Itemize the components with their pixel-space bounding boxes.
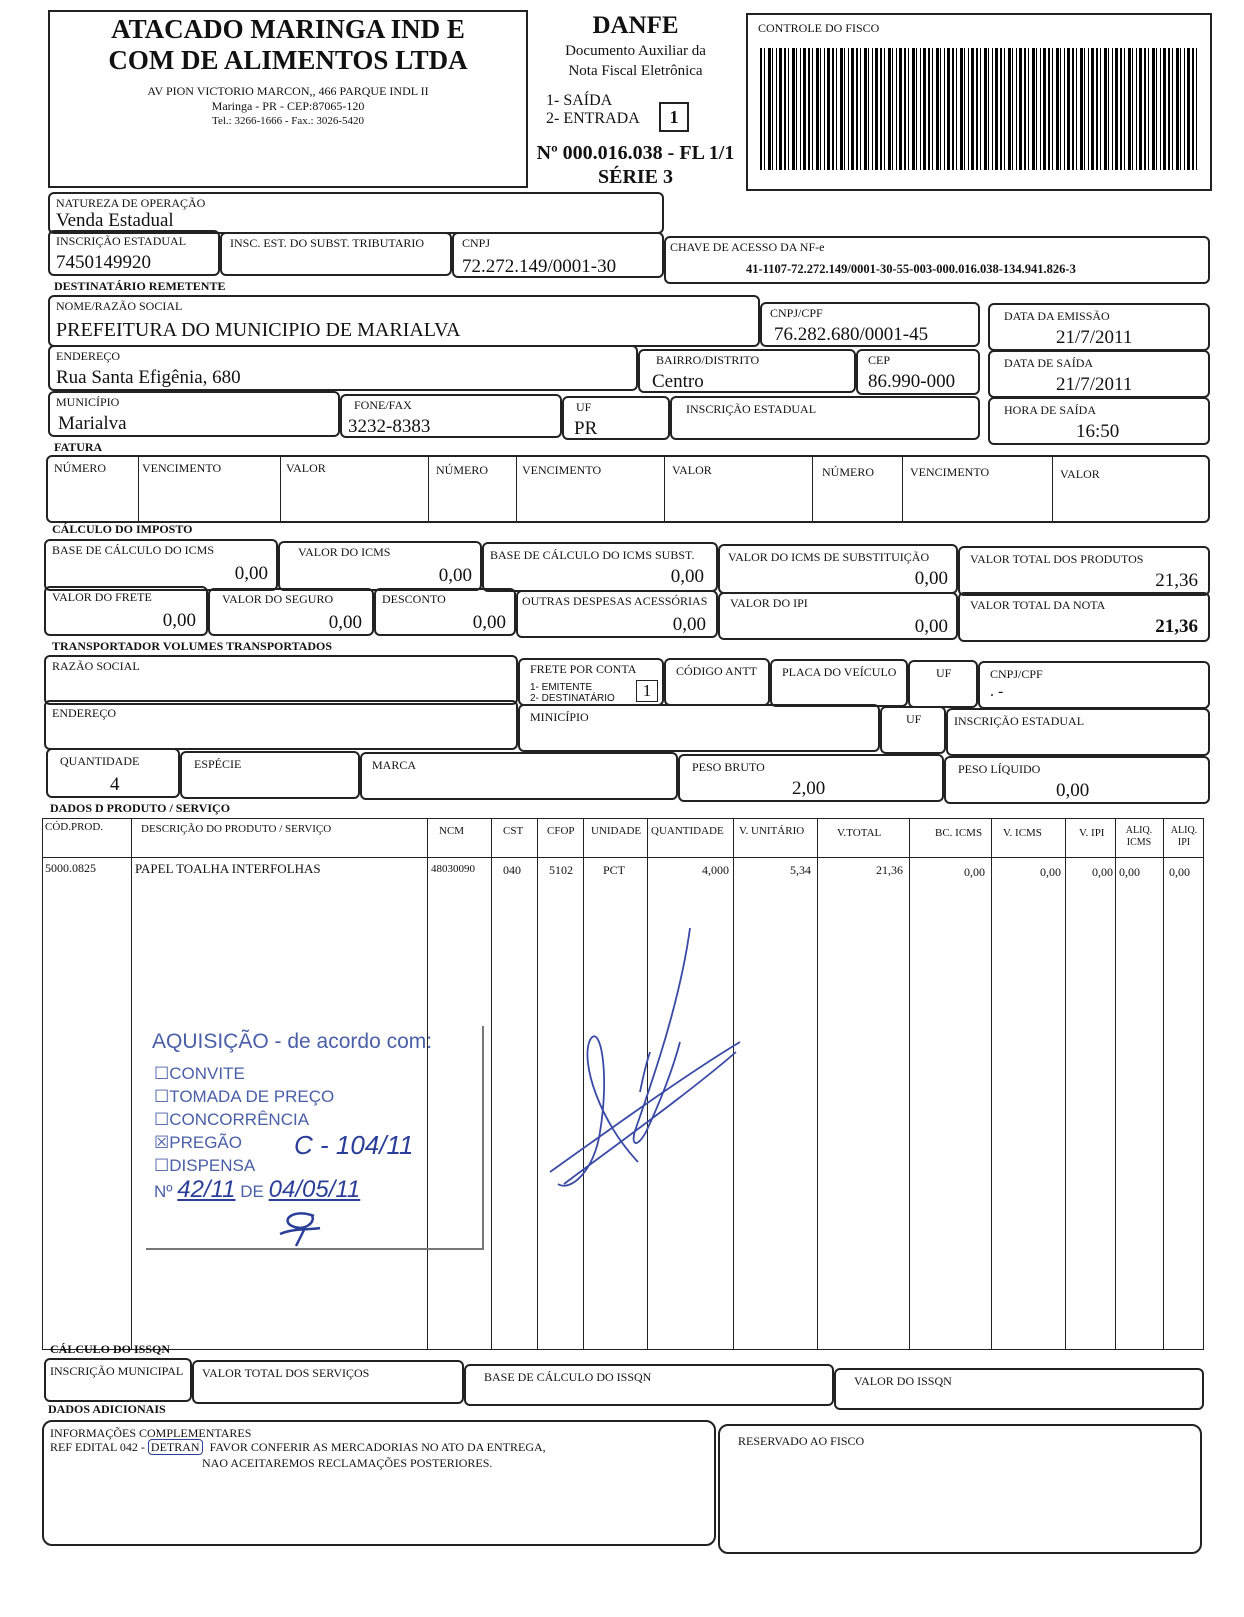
transp-liquido-box: PESO LÍQUIDO 0,00: [944, 756, 1210, 804]
produtos-table: CÓD.PROD. DESCRIÇÃO DO PRODUTO / SERVIÇO NCM CST CFOP UNIDADE QUANTIDADE V. UNITÁRIO V.TOTAL BC. ICMS V. ICMS V. IPI ALIQ. ICMS ALIQ. IPI 5000.0825 PAPEL TOALHA INTERFOLHAS 48030090 040 5102 PCT 4,000 5,34 21,36 0,00 0,00 0,00 0,00 0,00: [42, 818, 1204, 1350]
transp-qtd-box: QUANTIDADE 4: [46, 748, 180, 798]
checkbox-dispensa-icon: ☐: [154, 1156, 170, 1175]
dest-nome: PREFEITURA DO MUNICIPIO DE MARIALVA: [56, 319, 461, 341]
dest-cep-box: CEP 86.990-000: [856, 349, 980, 395]
transp-bruto: 2,00: [792, 778, 826, 799]
detran-circled: DETRAN: [148, 1439, 203, 1455]
info-complementares-box: INFORMAÇÕES COMPLEMENTARES REF EDITAL 042 - DETRAN FAVOR CONFERIR AS MERCADORIAS NO ATO DA ENTREGA, NAO ACEITAREMOS RECLAMAÇÕES POSTERIORES.: [42, 1420, 716, 1546]
dest-saida: 21/7/2011: [1056, 374, 1133, 395]
v-st: 0,00: [914, 568, 948, 589]
transp-marca-box: MARCA: [360, 752, 678, 800]
stamp-data: 04/05/11: [268, 1176, 361, 1203]
v-st-box: VALOR DO ICMS DE SUBSTITUIÇÃO 0,00: [718, 544, 958, 594]
transp-bruto-box: PESO BRUTO 2,00: [678, 754, 944, 802]
emitente-telefone: Tel.: 3266-1666 - Fax.: 3026-5420: [212, 115, 364, 127]
ie-box: INSCRIÇÃO ESTADUAL 7450149920: [48, 230, 220, 276]
transp-municipio-box: MINICÍPIO: [518, 704, 880, 752]
issqn-serv-box: VALOR TOTAL DOS SERVIÇOS: [192, 1360, 464, 1404]
outras-box: OUTRAS DESPESAS ACESSÓRIAS 0,00: [516, 590, 718, 638]
bc-icms-box: BASE DE CÁLCULO DO ICMS 0,00: [44, 539, 278, 591]
outras: 0,00: [672, 614, 706, 635]
controle-fisco-box: [746, 13, 1212, 191]
destinatario-heading: DESTINATÁRIO REMETENTE: [54, 279, 226, 293]
stamp-initials-icon: [274, 1208, 324, 1248]
v-icms-box: VALOR DO ICMS 0,00: [278, 541, 482, 591]
cnpj-value: 72.272.149/0001-30: [462, 256, 617, 277]
aquisicao-stamp: AQUISIÇÃO - de acordo com: ☐CONVITE ☐TOMADA DE PREÇO ☐CONCORRÊNCIA ☒PREGÃO ☐DISPENSA C - 104/11 Nº 42/11 DE 04/05/11: [146, 1026, 484, 1250]
v-nota: 21,36: [1155, 616, 1198, 637]
danfe-serie: SÉRIE 3: [597, 166, 674, 188]
transp-frete-box: FRETE POR CONTA 1- EMITENTE 2- DESTINATÁRIO 1: [518, 658, 664, 706]
transp-ie-box: INSCRIÇÃO ESTADUAL: [946, 708, 1210, 756]
emitente-cidade: Maringa - PR - CEP:87065-120: [211, 99, 365, 113]
transp-liquido: 0,00: [1056, 780, 1090, 801]
danfe-tipo: 1: [659, 102, 689, 132]
dest-emissao-box: DATA DA EMISSÃO 21/7/2011: [988, 303, 1210, 351]
issqn-heading: CÁLCULO DO ISSQN: [50, 1342, 171, 1356]
danfe-title: DANFE: [592, 12, 679, 39]
dest-cnpj: 76.282.680/0001-45: [774, 324, 929, 345]
dest-hora-box: HORA DE SAÍDA 16:50: [988, 397, 1210, 445]
stamp-numero: 42/11: [177, 1176, 236, 1203]
transp-placa-box: PLACA DO VEÍCULO: [770, 659, 908, 707]
transportador-heading: TRANSPORTADOR VOLUMES TRANSPORTADOS: [52, 639, 333, 653]
dest-cep: 86.990-000: [868, 371, 956, 392]
ipi: 0,00: [914, 616, 948, 637]
adicionais-heading: DADOS ADICIONAIS: [48, 1402, 166, 1416]
dest-emissao: 21/7/2011: [1056, 327, 1133, 348]
transp-especie-box: ESPÉCIE: [180, 751, 360, 799]
fatura-box: NÚMERO VENCIMENTO VALOR NÚMERO VENCIMENTO VALOR NÚMERO VENCIMENTO VALOR: [46, 455, 1210, 523]
ie-st-box: INSC. EST. DO SUBST. TRIBUTARIO: [220, 232, 452, 276]
natureza-label: NATUREZA DE OPERAÇÃO: [56, 196, 206, 210]
natureza-box: [48, 192, 664, 234]
checkbox-concorrencia-icon: ☐: [154, 1110, 170, 1129]
danfe-sub1: Documento Auxiliar da: [565, 43, 706, 59]
dest-hora: 16:50: [1076, 421, 1120, 442]
dest-uf: PR: [574, 418, 598, 439]
v-prod: 21,36: [1155, 570, 1198, 591]
stamp-handwritten-code: C - 104/11: [294, 1130, 414, 1160]
issqn-bc-box: BASE DE CÁLCULO DO ISSQN: [464, 1364, 834, 1406]
dest-fone-box: FONE/FAX 3232-8383: [340, 394, 562, 438]
checkbox-convite-icon: ☐: [154, 1064, 170, 1083]
bc-icms: 0,00: [234, 563, 268, 584]
danfe-saida: 1- SAÍDA: [546, 92, 613, 109]
transp-uf2-box: UF: [880, 706, 946, 754]
ipi-box: VALOR DO IPI 0,00: [718, 592, 958, 640]
transp-cnpj-box: CNPJ/CPF . -: [978, 661, 1210, 709]
dest-ie-box: INSCRIÇÃO ESTADUAL: [670, 396, 980, 440]
danfe-numero: Nº 000.016.038 - FL 1/1: [536, 142, 735, 164]
issqn-im-box: INSCRIÇÃO MUNICIPAL: [44, 1358, 192, 1402]
v-icms: 0,00: [438, 565, 472, 586]
danfe-entrada: 2- ENTRADA: [546, 110, 640, 127]
dest-bairro-box: BAIRRO/DISTRITO Centro: [638, 349, 856, 393]
frete-box: VALOR DO FRETE 0,00: [44, 586, 208, 636]
reservado-fisco-box: RESERVADO AO FISCO: [718, 1424, 1202, 1554]
imposto-heading: CÁLCULO DO IMPOSTO: [52, 522, 193, 536]
info-linha2: NAO ACEITAREMOS RECLAMAÇÕES POSTERIORES.: [202, 1456, 493, 1470]
dest-bairro: Centro: [652, 371, 704, 392]
dest-fone: 3232-8383: [348, 416, 431, 437]
transp-uf-box: UF: [908, 660, 978, 708]
issqn-valor-box: VALOR DO ISSQN: [834, 1368, 1204, 1410]
dest-saida-box: DATA DE SAÍDA 21/7/2011: [988, 350, 1210, 398]
dest-endereco-box: ENDEREÇO Rua Santa Efigênia, 680: [48, 345, 638, 391]
signature-icon: [540, 922, 760, 1212]
produtos-heading: DADOS D PRODUTO / SERVIÇO: [50, 801, 231, 815]
checkbox-pregao-checked-icon: ☒: [154, 1133, 170, 1152]
v-nota-box: VALOR TOTAL DA NOTA 21,36: [958, 592, 1210, 642]
v-prod-box: VALOR TOTAL DOS PRODUTOS 21,36: [958, 546, 1210, 596]
danfe-sub2: Nota Fiscal Eletrônica: [568, 63, 703, 79]
transp-antt-box: CÓDIGO ANTT: [664, 658, 770, 706]
bc-st: 0,00: [670, 566, 704, 587]
chave-value: 41-1107-72.272.149/0001-30-55-003-000.016.038-134.941.826-3: [746, 262, 1076, 276]
checkbox-tomada-icon: ☐: [154, 1087, 170, 1106]
dest-cnpj-box: CNPJ/CPF 76.282.680/0001-45: [760, 302, 980, 347]
transp-frete-val: 1: [636, 680, 658, 702]
dest-municipio-box: MUNICÍPIO Marialva: [48, 391, 340, 437]
dest-endereco: Rua Santa Efigênia, 680: [56, 367, 241, 388]
cnpj-box: CNPJ 72.272.149/0001-30: [452, 232, 664, 278]
transp-cnpj: . -: [990, 683, 1004, 700]
info-linha1: REF EDITAL 042 - DETRAN FAVOR CONFERIR AS MERCADORIAS NO ATO DA ENTREGA,: [50, 1440, 546, 1454]
transp-endereco-box: ENDEREÇO: [44, 700, 518, 750]
dest-municipio: Marialva: [58, 413, 127, 434]
table-row: 5000.0825 PAPEL TOALHA INTERFOLHAS 48030090 040 5102 PCT 4,000 5,34 21,36 0,00 0,00 0,00 0,00 0,00: [45, 861, 1190, 879]
emitente-nome: ATACADO MARINGA IND E COM DE ALIMENTOS LTDA: [108, 14, 468, 75]
seguro: 0,00: [328, 612, 362, 633]
controle-fisco-label: CONTROLE DO FISCO: [758, 21, 880, 35]
desconto: 0,00: [472, 612, 506, 633]
frete: 0,00: [162, 610, 196, 631]
desconto-box: DESCONTO 0,00: [374, 588, 516, 636]
dest-uf-box: UF PR: [562, 396, 670, 440]
bc-st-box: BASE DE CÁLCULO DO ICMS SUBST. 0,00: [482, 542, 718, 592]
fatura-heading: FATURA: [54, 440, 103, 454]
ie-value: 7450149920: [56, 252, 151, 273]
seguro-box: VALOR DO SEGURO 0,00: [208, 588, 374, 636]
natureza-value: Venda Estadual: [56, 210, 174, 231]
chave-box: CHAVE DE ACESSO DA NF-e 41-1107-72.272.149/0001-30-55-003-000.016.038-134.941.826-3: [664, 236, 1210, 284]
danfe-block: [528, 10, 743, 190]
barcode: [760, 48, 1200, 170]
dest-nome-box: NOME/RAZÃO SOCIAL PREFEITURA DO MUNICIPIO DE MARIALVA: [48, 295, 760, 347]
transp-qtd: 4: [110, 774, 120, 795]
emitente-endereco: AV PION VICTORIO MARCON,, 466 PARQUE INDL II: [147, 84, 429, 98]
emitente-box: [48, 10, 528, 188]
transp-razao-box: RAZÃO SOCIAL: [44, 655, 518, 705]
